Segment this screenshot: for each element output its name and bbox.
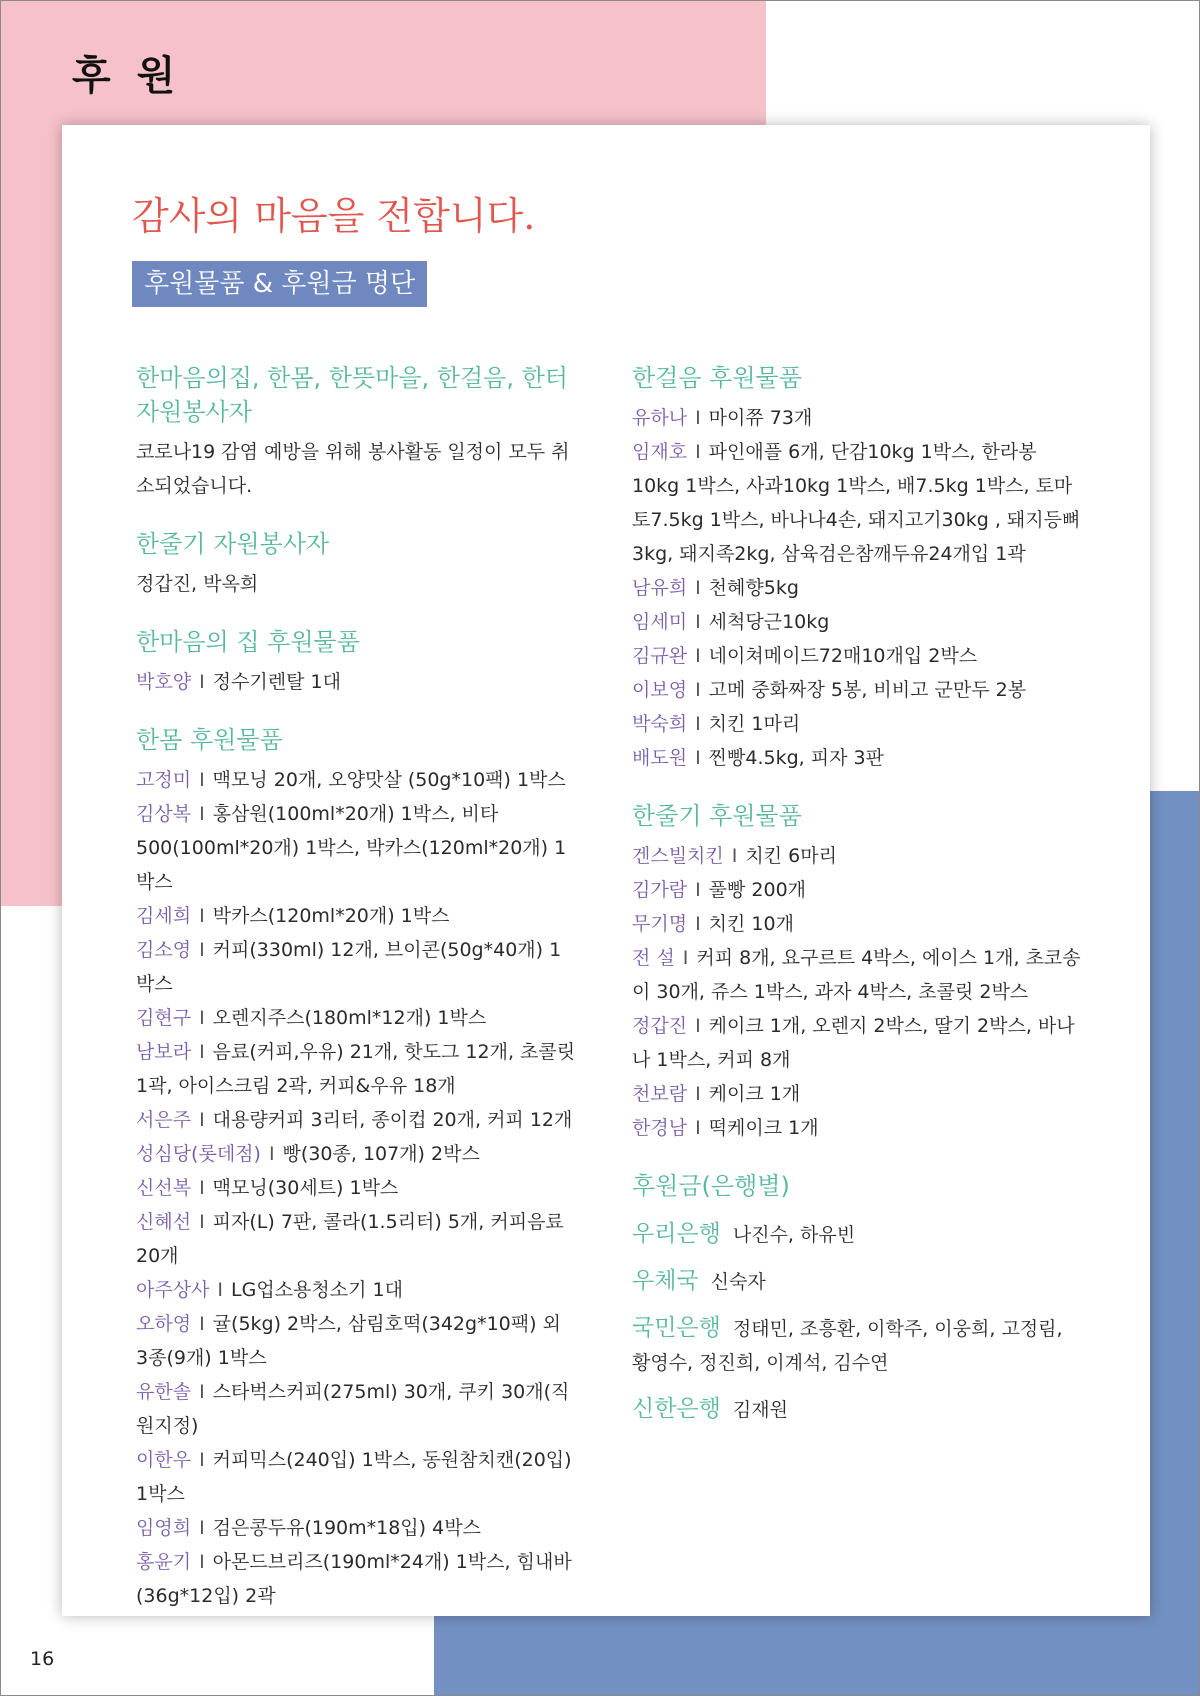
separator-bar: I	[199, 1007, 205, 1029]
donation-entry	[136, 1511, 578, 1545]
donated-items: 빵(30종, 107개) 2박스	[282, 1143, 480, 1165]
donated-items: 치킨 1마리	[708, 713, 801, 735]
donated-items: 마이쮸 73개	[708, 407, 813, 429]
donated-items: 박카스(120ml*20개) 1박스	[212, 905, 450, 927]
donated-items: 찐빵4.5kg, 피자 3판	[708, 747, 884, 769]
donor-name: 이한우	[136, 1449, 192, 1471]
separator-bar: I	[199, 1109, 205, 1131]
donation-entry	[136, 1171, 578, 1205]
volunteer-text: 코로나19 감염 예방을 위해 봉사활동 일정이 모두 취소되었습니다.	[136, 441, 570, 497]
donor-name: 서은주	[136, 1109, 192, 1131]
donated-items: 음료(커피,우유) 21개, 핫도그 12개, 초콜릿 1곽, 아이스크림 2곽, 커피&우유 18개	[136, 1041, 576, 1097]
donated-items: 맥모닝(30세트) 1박스	[212, 1177, 399, 1199]
separator-bar: I	[199, 1177, 205, 1199]
hanjulgi-list	[632, 839, 1082, 1145]
separator-bar: I	[695, 1015, 701, 1037]
donor-name: 고정미	[136, 769, 192, 791]
section-title: 후 원	[72, 53, 182, 99]
donation-entry	[136, 797, 578, 899]
donation-entry	[632, 1077, 1082, 1111]
bank-donors: 나진수, 하유빈	[732, 1224, 856, 1246]
donated-items: 치킨 6마리	[745, 845, 837, 867]
separator-bar: I	[268, 1143, 275, 1165]
hanmaeum-list	[136, 665, 578, 699]
donated-items: 스타벅스커피(275ml) 30개, 쿠키 30개(직원지정)	[136, 1381, 570, 1437]
hanmaeum-heading: 한마음의 집 후원물품	[136, 628, 360, 656]
donated-items: 케이크 1개, 오렌지 2박스, 딸기 2박스, 바나나 1박스, 커피 8개	[632, 1015, 1075, 1071]
donor-name: 겐스빌치킨	[632, 845, 724, 867]
volunteer-heading: 한마음의집, 한몸, 한뜻마을, 한걸음, 한터 자원봉사자	[136, 364, 568, 426]
separator-bar: I	[199, 939, 205, 961]
hanjulgi-volunteer-text: 정갑진, 박옥희	[136, 573, 259, 595]
donated-items: 세척당근10kg	[708, 611, 830, 633]
donated-items: 파인애플 6개, 단감10kg 1박스, 한라봉10kg 1박스, 사과10kg 1박스, 배7.5kg 1박스, 토마토7.5kg 1박스, 바나나4손, 돼지고기30kg , 돼지등뼈3kg, 돼지족2kg, 삼육검은참깨두유24개입 1곽	[632, 441, 1081, 565]
separator-bar: I	[695, 1083, 701, 1105]
donor-name: 오하영	[136, 1313, 192, 1335]
separator-bar: I	[695, 645, 701, 667]
donor-name: 박숙희	[632, 713, 688, 735]
donated-items: 커피 8개, 요구르트 4박스, 에이스 1개, 초코송이 30개, 쥬스 1박스, 과자 4박스, 초콜릿 2박스	[632, 947, 1081, 1003]
donor-name: 전 설	[632, 947, 675, 969]
donation-entry	[632, 605, 1082, 639]
separator-bar: I	[695, 611, 701, 633]
separator-bar: I	[695, 747, 701, 769]
donor-name: 이보영	[632, 679, 688, 701]
bank-row	[632, 1311, 1082, 1380]
donation-entry	[632, 873, 1082, 907]
donor-name: 한경남	[632, 1117, 688, 1139]
donated-items: 오렌지주스(180ml*12개) 1박스	[212, 1007, 487, 1029]
donor-name: 성심당(롯데점)	[136, 1143, 261, 1165]
donation-entry	[632, 401, 1082, 435]
separator-bar: I	[695, 913, 701, 935]
donor-name: 김규완	[632, 645, 688, 667]
donor-name: 김소영	[136, 939, 192, 961]
separator-bar: I	[217, 1279, 224, 1301]
donated-items: 아몬드브리즈(190ml*24개) 1박스, 힘내바(36g*12입) 2곽	[136, 1551, 572, 1607]
donated-items: 검은콩두유(190m*18입) 4박스	[212, 1517, 481, 1539]
donated-items: 커피믹스(240입) 1박스, 동원참치캔(20입) 1박스	[136, 1449, 572, 1505]
separator-bar: I	[731, 845, 738, 867]
donation-entry	[632, 741, 1082, 775]
donor-name: 임재호	[632, 441, 688, 463]
bank-name: 신한은행	[632, 1396, 721, 1422]
donation-entry	[136, 933, 578, 1001]
donor-name: 김가람	[632, 879, 688, 901]
left-column	[136, 361, 578, 1613]
separator-bar: I	[695, 577, 701, 599]
donor-name: 남보라	[136, 1041, 192, 1063]
separator-bar: I	[199, 905, 205, 927]
donation-entry	[136, 665, 578, 699]
hanmom-list	[136, 763, 578, 1613]
hangeoreum-heading: 한걸음 후원물품	[632, 364, 802, 392]
donor-name: 신선복	[136, 1177, 192, 1199]
bank-row	[632, 1217, 1082, 1252]
donation-entry	[136, 899, 578, 933]
donor-name: 박호양	[136, 671, 192, 693]
content-card	[62, 125, 1150, 1616]
donation-entry	[136, 1137, 578, 1171]
donation-entry	[136, 1443, 578, 1511]
donated-items: 천혜향5kg	[708, 577, 799, 599]
donation-entry	[632, 839, 1082, 873]
donated-items: 고메 중화짜장 5봉, 비비고 군만두 2봉	[708, 679, 1027, 701]
donated-items: 귤(5kg) 2박스, 삼림호떡(342g*10팩) 외 3종(9개) 1박스	[136, 1313, 561, 1369]
donated-items: 풀빵 200개	[708, 879, 807, 901]
right-column	[632, 361, 1082, 1439]
donated-items: 치킨 10개	[708, 913, 794, 935]
donation-entry	[136, 1375, 578, 1443]
donor-name: 정갑진	[632, 1015, 688, 1037]
donation-entry	[136, 1545, 578, 1613]
donated-items: LG업소용청소기 1대	[231, 1279, 403, 1301]
donation-entry	[136, 763, 578, 797]
separator-bar: I	[199, 803, 205, 825]
separator-bar: I	[199, 1211, 205, 1233]
donated-items: 맥모닝 20개, 오양맛살 (50g*10팩) 1박스	[212, 769, 566, 791]
donor-name: 김상복	[136, 803, 192, 825]
donated-items: 커피(330ml) 12개, 브이콘(50g*40개) 1박스	[136, 939, 562, 995]
donation-entry	[632, 707, 1082, 741]
donation-entry	[632, 639, 1082, 673]
separator-bar: I	[199, 1517, 205, 1539]
donated-items: 대용량커피 3리터, 종이컵 20개, 커피 12개	[212, 1109, 573, 1131]
separator-bar: I	[695, 879, 701, 901]
donation-entry	[632, 907, 1082, 941]
bank-name: 우체국	[632, 1268, 699, 1294]
donor-name: 배도원	[632, 747, 688, 769]
donation-entry	[632, 941, 1082, 1009]
donation-entry	[136, 1205, 578, 1273]
bank-row	[632, 1392, 1082, 1427]
hanjulgi-volunteer-heading: 한줄기 자원봉사자	[136, 530, 330, 558]
donation-entry	[136, 1103, 578, 1137]
donated-items: 네이쳐메이드72매10개입 2박스	[708, 645, 978, 667]
separator-bar: I	[695, 441, 701, 463]
bank-name: 우리은행	[632, 1221, 721, 1247]
donor-name: 무기명	[632, 913, 688, 935]
separator-bar: I	[695, 679, 701, 701]
donation-entry	[136, 1273, 578, 1307]
donation-entry	[632, 673, 1082, 707]
donation-entry	[136, 1001, 578, 1035]
donor-name: 신혜선	[136, 1211, 192, 1233]
donor-name: 유하나	[632, 407, 688, 429]
separator-bar: I	[199, 769, 205, 791]
donor-name: 아주상사	[136, 1279, 210, 1301]
bank-heading: 후원금(은행별)	[632, 1172, 790, 1200]
separator-bar: I	[199, 1313, 205, 1335]
donation-entry	[136, 1035, 578, 1103]
donor-name: 임영희	[136, 1517, 192, 1539]
donated-items: 케이크 1개	[708, 1083, 801, 1105]
page-number: 16	[30, 1648, 55, 1670]
donor-name: 김세희	[136, 905, 192, 927]
bank-row	[632, 1264, 1082, 1299]
donor-name: 남유희	[632, 577, 688, 599]
hangeoreum-list	[632, 401, 1082, 775]
bank-donors: 신숙자	[710, 1271, 766, 1293]
donated-items: 홍삼원(100ml*20개) 1박스, 비타500(100ml*20개) 1박스, 박카스(120ml*20개) 1박스	[136, 803, 567, 893]
hanjulgi-heading: 한줄기 후원물품	[632, 802, 802, 830]
donation-entry	[632, 1111, 1082, 1145]
bank-donors: 정태민, 조흥환, 이학주, 이웅희, 고정림, 황영수, 정진희, 이계석, 김수연	[632, 1318, 1063, 1374]
separator-bar: I	[682, 947, 689, 969]
subtitle-banner: 후원물품 & 후원금 명단	[132, 261, 427, 307]
donation-entry	[632, 571, 1082, 605]
bank-list	[632, 1217, 1082, 1427]
donated-items: 피자(L) 7판, 콜라(1.5리터) 5개, 커피음료 20개	[136, 1211, 564, 1267]
separator-bar: I	[199, 1041, 205, 1063]
hanmom-heading: 한몸 후원물품	[136, 726, 283, 754]
separator-bar: I	[695, 407, 701, 429]
main-title: 감사의 마음을 전합니다.	[132, 194, 536, 238]
donated-items: 떡케이크 1개	[708, 1117, 819, 1139]
separator-bar: I	[199, 1551, 205, 1573]
donor-name: 김현구	[136, 1007, 192, 1029]
separator-bar: I	[199, 1449, 205, 1471]
donation-entry	[632, 1009, 1082, 1077]
separator-bar: I	[199, 671, 205, 693]
separator-bar: I	[199, 1381, 205, 1403]
donated-items: 정수기렌탈 1대	[212, 671, 341, 693]
bank-name: 국민은행	[632, 1315, 721, 1341]
separator-bar: I	[695, 713, 701, 735]
donation-entry	[136, 1307, 578, 1375]
bank-donors: 김재원	[732, 1399, 788, 1421]
donor-name: 임세미	[632, 611, 688, 633]
donor-name: 홍윤기	[136, 1551, 192, 1573]
donor-name: 유한솔	[136, 1381, 192, 1403]
donation-entry	[632, 435, 1082, 571]
separator-bar: I	[695, 1117, 701, 1139]
donor-name: 천보람	[632, 1083, 688, 1105]
